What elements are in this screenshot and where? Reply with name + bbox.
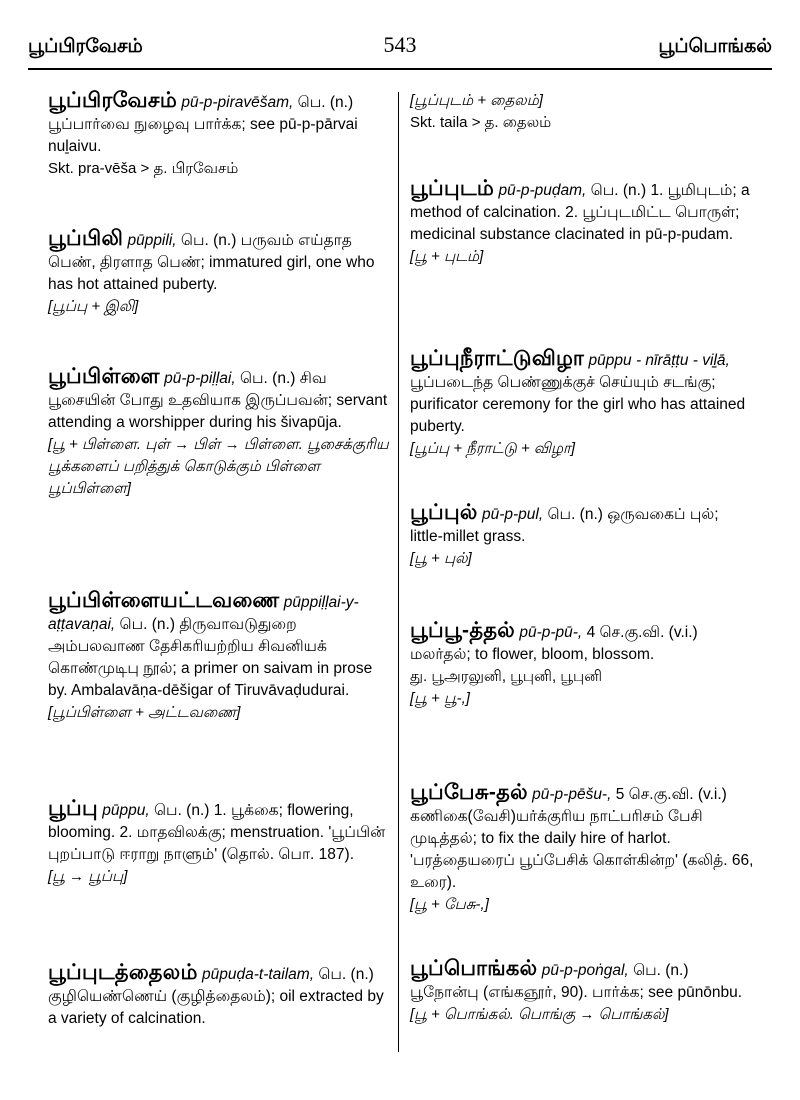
transliteration: pū-p-piravēšam, [181, 94, 294, 111]
right-guide-word: பூப்பொங்கல் [658, 36, 772, 57]
grammar-label: பெ. (n.) [119, 616, 175, 633]
grammar-label: பெ. (n.) [547, 506, 603, 523]
entry [48, 798, 390, 888]
cognate-line: து. பூஅரலுனி, பூபுனி, பூபுனி [410, 668, 603, 685]
definition: பூப்படைந்த பெண்ணுக்குச் செய்யும் சடங்கு; purificator ceremony for the girl who has attained puberty. [410, 374, 746, 435]
entry [410, 782, 755, 916]
left-guide-word: பூப்பிரவேசம் [28, 36, 143, 57]
page-number: 543 [383, 32, 417, 57]
definition: பருவம் எய்தாத பெண், திரளாத பெண்; immatured girl, one who has hot attained puberty. [48, 232, 375, 293]
entry [410, 348, 755, 460]
headword: பூப்பிள்ளையட்டவணை [48, 589, 280, 612]
cognate-line: Skt. taila > த. தைலம் [410, 114, 552, 131]
entry [410, 502, 755, 570]
headword: பூப்பிரவேசம் [48, 89, 178, 112]
transliteration: pū-p-pul, [481, 506, 544, 523]
headword: பூப்புநீராட்டுவிழா [410, 347, 585, 370]
grammar-label: பெ. (n.) [153, 802, 210, 819]
transliteration: pūppiḷḷai-y-aṭṭavaṇai, [48, 594, 359, 633]
transliteration: pūpuḍa-t-tailam, [202, 966, 315, 983]
definition: 1. பூக்கை; flowering, blooming. 2. மாதவிலக்கு; menstruation. 'பூப்பின் புறப்பாடு ஈராறு நாளும்' (தொல். பொ. 187). [48, 802, 386, 863]
etymology: [பூ + பேசு-,] [410, 896, 489, 913]
definition: திருவாவடுதுறை அம்பலவாண தேசிகரியற்றிய சிவனியக் கொண்முடிபு நூல்; a primer on saivam in prose by. Ambalavāṇa-dēšigar of Tiruvāvaḍudurai. [48, 616, 373, 699]
etymology: [பூ + பூ-,] [410, 690, 470, 707]
definition: கணிகை(வேசி)யர்க்குரிய நாட்பரிசம் பேசி முடித்தல்; to fix the daily hire of harlot. 'பரத்தையரைப் பூப்பேசிக் கொள்கின்ற' (கலித். 66, உரை). [410, 808, 754, 891]
entry [48, 962, 390, 1030]
headword: பூப்பேசு-தல் [410, 781, 528, 804]
transliteration: pū-p-poṅgal, [541, 962, 629, 979]
definition: குழியெண்ணெய் (குழித்தைலம்); oil extracted by a variety of calcination. [48, 988, 384, 1027]
column-divider [398, 92, 399, 1052]
cognate-line: Skt. pra-vēša > த. பிரவேசம் [48, 160, 239, 177]
etymology: [பூ + புடம்] [410, 248, 484, 265]
grammar-label: 5 செ.கு.வி. (v.i.) [615, 786, 727, 803]
entry [410, 178, 755, 268]
headword: பூப்பிலி [48, 227, 124, 250]
etymology: [பூ + புல்] [410, 550, 472, 567]
definition: 1. பூமிபுடம்; a method of calcination. 2. பூப்புடமிட்ட பொருள்; medicinal substance clacinated in pū-p-pudam. [410, 182, 750, 243]
transliteration: pūppu - nīrāṭṭu - viḻā, [588, 352, 730, 369]
entry [48, 366, 390, 500]
grammar-label: பெ. (n.) [297, 94, 354, 111]
definition: ஒருவகைப் புல்; little-millet grass. [410, 506, 719, 545]
entry [410, 620, 755, 710]
transliteration: pū-p-piḷḷai, [164, 370, 236, 387]
transliteration: pū-p-pū-, [519, 624, 583, 641]
entry-continuation [410, 90, 755, 134]
etymology: [பூப்புடம் + தைலம்] [410, 92, 543, 109]
transliteration: pūppili, [127, 232, 177, 249]
etymology: [பூ → பூப்பு] [48, 868, 128, 885]
definition: பூநோன்பு (எங்கஞூர், 90). பார்க்க; see pūnōnbu. [410, 984, 743, 1001]
grammar-label: பெ. (n.) [239, 370, 296, 387]
headword: பூப்பு [48, 797, 98, 820]
etymology: [பூ + பிள்ளை. புள் → பிள் → பிள்ளை. பூசைக்குரிய பூக்களைப் பறித்துக் கொடுக்கும் பிள்ளை பூப்பிள்ளை] [48, 436, 389, 497]
grammar-label: பெ. (n.) [633, 962, 689, 979]
headword: பூப்பொங்கல் [410, 957, 538, 980]
headword: பூப்புடத்தைலம் [48, 961, 198, 984]
header-rule [28, 68, 772, 70]
definition: பூப்பார்வை நுழைவு பார்க்க; see pū-p-pārvai nuḻaivu. [48, 116, 358, 155]
grammar-label: பெ. (n.) [180, 232, 237, 249]
grammar-label: 4 செ.கு.வி. (v.i.) [586, 624, 698, 641]
grammar-label: பெ. (n.) [318, 966, 374, 983]
page-header [28, 30, 772, 64]
grammar-label: பெ. (n.) [590, 182, 647, 199]
entry [48, 228, 390, 318]
definition: மலர்தல்; to flower, bloom, blossom. [410, 646, 655, 663]
entry [48, 590, 390, 724]
etymology: [பூப்பு + நீராட்டு + விழா] [410, 440, 576, 457]
entry [48, 90, 390, 180]
entry [410, 958, 755, 1026]
etymology: [பூப்பு + இலி] [48, 298, 139, 315]
headword: பூப்புடம் [410, 177, 495, 200]
headword: பூப்பூ-த்தல் [410, 619, 516, 642]
transliteration: pū-p-pēšu-, [532, 786, 612, 803]
headword: பூப்புல் [410, 501, 478, 524]
etymology: [பூப்பிள்ளை + அட்டவணை] [48, 704, 241, 721]
transliteration: pūppu, [102, 802, 150, 819]
definition: சிவ பூசையின் போது உதவியாக இருப்பவன்; servant attending a worshipper during his šivapūja. [48, 370, 388, 431]
etymology: [பூ + பொங்கல். பொங்கு → பொங்கல்] [410, 1006, 669, 1023]
transliteration: pū-p-puḍam, [498, 182, 587, 199]
headword: பூப்பிள்ளை [48, 365, 160, 388]
